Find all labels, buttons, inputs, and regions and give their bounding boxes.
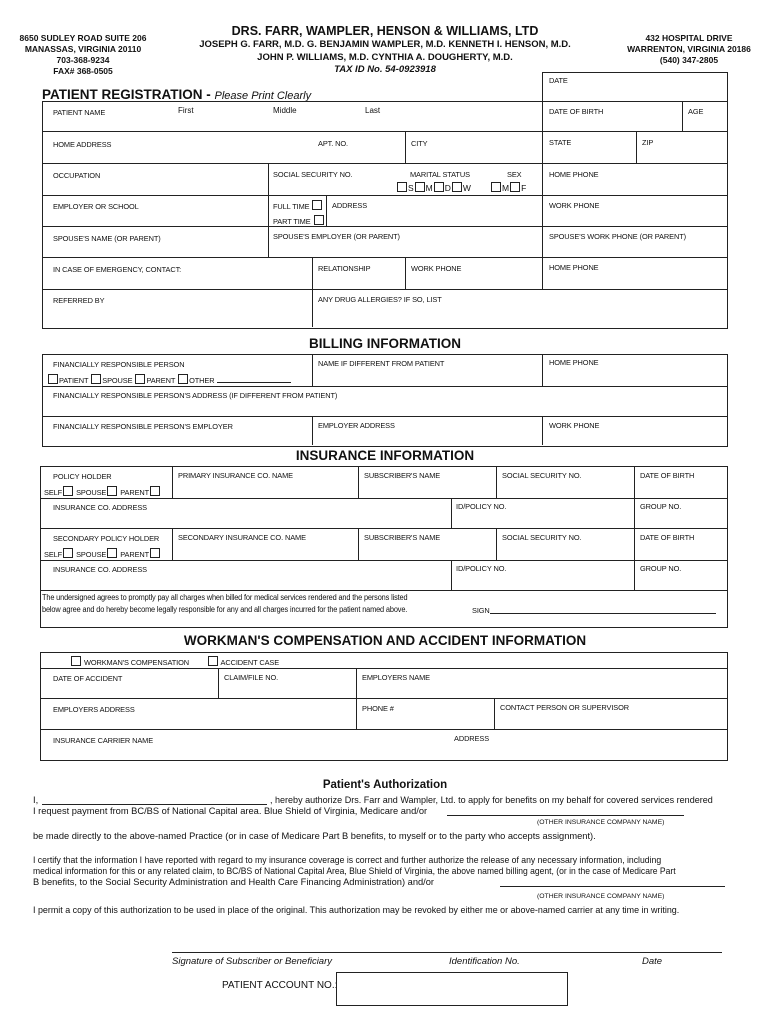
zip-label: ZIP [642,138,654,147]
secondary-group-label: GROUP NO. [640,564,682,573]
registration-title: PATIENT REGISTRATION - Please Print Clearly [42,87,312,102]
employers-address-label: EMPLOYERS ADDRESS [53,705,135,714]
dob-label: DATE OF BIRTH [549,107,604,116]
billing-home-phone-label: HOME PHONE [549,358,599,367]
address-line: WARRENTON, VIRGINIA 20186 [627,44,751,54]
secondary-dob-label: DATE OF BIRTH [640,533,695,542]
auth-para2-line3: B benefits, to the Social Security Administration and Health Care Financing Administration) and/or [33,877,435,887]
part-time-option: PART TIME [273,215,325,226]
middle-name-label: Middle [273,106,297,115]
secondary-holder-label: SECONDARY POLICY HOLDER [53,534,160,543]
insurance-section-title: INSURANCE INFORMATION [295,448,475,463]
auth-line-2: I request payment from BC/BS of National Capital area. Blue Shield of Virginia, Medicare and/or [33,806,428,816]
secondary-ssn-label: SOCIAL SECURITY NO. [502,533,582,542]
spouse-work-phone-label: SPOUSE'S WORK PHONE (OR PARENT) [549,232,686,241]
financial-address-label: FINANCIALLY RESPONSIBLE PERSON'S ADDRESS (IF DIFFERENT FROM PATIENT) [53,391,338,400]
marital-status-options: S M D W [396,182,471,193]
policy-holder-label: POLICY HOLDER [53,472,112,481]
emergency-contact-label: IN CASE OF EMERGENCY, CONTACT: [53,265,182,274]
insurance-address-label: INSURANCE CO. ADDRESS [53,503,147,512]
checkbox-self[interactable] [63,548,73,558]
physicians-line-2: JOHN P. WILLIAMS, M.D. CYNTHIA A. DOUGHERTY, M.D. [257,51,513,63]
checkbox-single[interactable] [397,182,407,192]
auth-line-3: be made directly to the above-named Practice (or in case of Medicare Part B benefits, to myself or to the party who accepts assignment). [33,831,596,841]
agreement-line-1: The undersigned agrees to promptly pay all charges when billed for medical services rendered and the persons listed [42,593,408,602]
checkbox-parent[interactable] [150,486,160,496]
age-label: AGE [688,107,704,116]
checkbox-accident-case[interactable] [208,656,218,666]
financially-responsible-label: FINANCIALLY RESPONSIBLE PERSON [53,360,185,369]
other-company-caption: (OTHER INSURANCE COMPANY NAME) [537,819,665,826]
checkbox-self[interactable] [63,486,73,496]
auth-para3: I permit a copy of this authorization to be used in place of the original. This authorization may be revoked by either me or above-named carrier at any time in writing. [33,905,680,915]
date-of-accident-label: DATE OF ACCIDENT [53,674,123,683]
physicians-line-1: JOSEPH G. FARR, M.D. G. BENJAMIN WAMPLER, M.D. KENNETH I. HENSON, M.D. [199,39,571,50]
sex-label: SEX [507,170,522,179]
emergency-work-phone-label: WORK PHONE [411,264,462,273]
patient-name-line[interactable] [42,804,267,805]
checkbox-patient[interactable] [48,374,58,384]
primary-holder-options: SELF SPOUSE PARENT [44,486,161,497]
checkbox-male[interactable] [491,182,501,192]
spouse-name-label: SPOUSE'S NAME (OR PARENT) [53,234,161,243]
apt-label: APT. NO. [318,139,348,148]
state-label: STATE [549,138,572,147]
subscriber-dob-label: DATE OF BIRTH [640,471,695,480]
auth-para2-line2: medical information for this or any related claim, to BC/BS of National Capital Area, Blue Shield of Virginia, the above named billing agent, (or in the case of Medicare Part [33,866,676,876]
payment-agreement [42,592,407,616]
patient-account-field[interactable] [336,972,568,1006]
checkbox-workmans-comp[interactable] [71,656,81,666]
auth-line-1: , hereby authorize Drs. Farr and Wampler, Ltd. to apply for benefits on my behalf for covered services rendered [270,795,713,805]
secondary-insurance-label: SECONDARY INSURANCE CO. NAME [178,533,306,542]
other-company-line-1[interactable] [447,815,684,816]
relationship-options: PATIENT SPOUSE PARENT OTHER [47,374,214,385]
city-label: CITY [411,139,428,148]
auth-para2-line1: I certify that the information I have reported with regard to my insurance coverage is correct and further authorize the release of any necessary information, including [33,855,662,865]
carrier-address-label: ADDRESS [454,734,490,743]
checkbox-spouse[interactable] [91,374,101,384]
practice-address-right [614,33,764,66]
billing-section-title: BILLING INFORMATION [309,336,461,351]
drug-allergies-label: ANY DRUG ALLERGIES? IF SO, LIST [318,295,442,304]
other-line[interactable] [217,382,291,383]
home-address-label: HOME ADDRESS [53,140,112,149]
subscriber-ssn-label: SOCIAL SECURITY NO. [502,471,582,480]
occupation-label: OCCUPATION [53,171,101,180]
checkbox-part-time[interactable] [314,215,324,225]
checkbox-spouse[interactable] [107,548,117,558]
date-field[interactable] [542,72,728,102]
full-time-option: FULL TIME [273,200,323,211]
practice-header [170,24,600,77]
policy-number-label: ID/POLICY NO. [456,502,507,511]
workmans-comp-option: WORKMAN'S COMPENSATION [70,656,189,667]
accident-case-option: ACCIDENT CASE [207,656,279,667]
relationship-label: RELATIONSHIP [318,264,371,273]
tax-id: TAX ID No. 54-0923918 [334,64,436,75]
address-line: 432 HOSPITAL DRIVE [645,33,733,43]
employer-label: EMPLOYER OR SCHOOL [53,202,139,211]
checkbox-parent[interactable] [150,548,160,558]
checkbox-female[interactable] [510,182,520,192]
primary-insurance-label: PRIMARY INSURANCE CO. NAME [178,471,293,480]
spouse-employer-label: SPOUSE'S EMPLOYER (OR PARENT) [273,232,400,241]
insurance-carrier-label: INSURANCE CARRIER NAME [53,736,154,745]
secondary-holder-options: SELF SPOUSE PARENT [44,548,161,559]
last-name-label: Last [365,106,381,115]
signature-caption: Signature of Subscriber or Beneficiary [172,956,332,967]
secondary-address-label: INSURANCE CO. ADDRESS [53,565,147,574]
contact-person-label: CONTACT PERSON OR SUPERVISOR [500,703,630,712]
home-phone-label: HOME PHONE [549,170,599,179]
auth-i: I, [33,795,39,805]
checkbox-parent[interactable] [135,374,145,384]
registration-subtitle: Please Print Clearly [214,90,312,102]
phone-line: 703-368-9234 [56,55,110,65]
checkbox-full-time[interactable] [312,200,322,210]
other-company-caption-2: (OTHER INSURANCE COMPANY NAME) [537,893,665,900]
billing-work-phone-label: WORK PHONE [549,421,600,430]
ssn-label: SOCIAL SECURITY NO. [273,170,353,179]
referred-by-label: REFERRED BY [53,296,105,305]
checkbox-spouse[interactable] [107,486,117,496]
checkbox-other[interactable] [178,374,188,384]
subscriber-name-label: SUBSCRIBER'S NAME [364,471,441,480]
workman-section-title: WORKMAN'S COMPENSATION AND ACCIDENT INFORMATION [183,633,587,648]
checkbox-widowed[interactable] [452,182,462,192]
date-label: DATE [549,76,568,85]
group-number-label: GROUP NO. [640,502,682,511]
practice-name: DRS. FARR, WAMPLER, HENSON & WILLIAMS, LTD [231,24,539,38]
emergency-home-phone-label: HOME PHONE [549,263,599,272]
employer-address-label: EMPLOYER ADDRESS [318,421,395,430]
employers-name-label: EMPLOYERS NAME [362,673,431,682]
phone-label: PHONE # [362,704,394,713]
first-name-label: First [178,106,194,115]
date-caption: Date [642,956,663,967]
financial-employer-label: FINANCIALLY RESPONSIBLE PERSON'S EMPLOYER [53,422,233,431]
checkbox-married[interactable] [415,182,425,192]
authorization-title: Patient's Authorization [322,779,448,791]
address-line: MANASSAS, VIRGINIA 20110 [24,44,142,54]
other-company-line-2[interactable] [500,886,725,887]
address-line: 8650 SUDLEY ROAD SUITE 206 [19,33,147,43]
marital-status-label: MARITAL STATUS [410,170,470,179]
agreement-signature-line[interactable] [490,613,716,614]
identification-caption: Identification No. [449,956,520,967]
agreement-line-2: below agree and do hereby become legally responsible for any and all charges incurred for the patient named above. [42,605,408,614]
secondary-policy-label: ID/POLICY NO. [456,564,507,573]
name-if-different-label: NAME IF DIFFERENT FROM PATIENT [318,359,445,368]
phone-line: (540) 347-2805 [659,55,719,65]
sex-options: M F [490,182,526,193]
work-phone-label: WORK PHONE [549,201,600,210]
secondary-subscriber-label: SUBSCRIBER'S NAME [364,533,441,542]
patient-name-label: PATIENT NAME [53,108,106,117]
signature-line[interactable] [172,952,722,953]
claim-number-label: CLAIM/FILE NO. [224,673,279,682]
sign-label: SIGN [472,606,490,615]
employer-address-label: ADDRESS [332,201,368,210]
patient-account-label: PATIENT ACCOUNT NO.: [222,980,338,991]
fax-line: FAX# 368-0505 [53,66,113,76]
practice-address-left [8,33,158,77]
checkbox-divorced[interactable] [434,182,444,192]
